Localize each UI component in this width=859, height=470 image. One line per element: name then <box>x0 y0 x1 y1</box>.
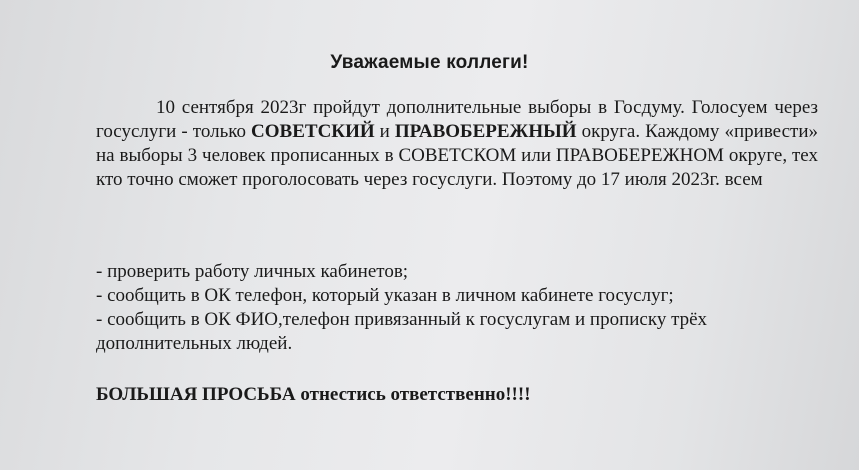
paragraph-text-1: 10 сентября 2023г пройдут дополнительные выборы в Госдуму. Голосуем через госуслуги - только <box>96 97 818 142</box>
district-sovetsky: СОВЕТСКИЙ <box>251 121 375 142</box>
closing-rest: отнестись ответственно!!!! <box>295 384 531 405</box>
closing-emphasis: БОЛЬШАЯ ПРОСЬБА <box>96 384 296 405</box>
district-pravoberezhny: ПРАВОБЕРЕЖНЫЙ <box>394 121 577 142</box>
closing-line <box>96 384 531 406</box>
list-item: - сообщить в ОК ФИО,телефон привязанный к госуслугам и прописку трёх дополнительных людей. <box>96 309 708 354</box>
notice-heading: Уважаемые коллеги! <box>330 52 529 73</box>
list-item: - сообщить в ОК телефон, который указан в личном кабинете госуслуг; <box>96 285 674 306</box>
task-list <box>96 260 818 356</box>
paragraph-text-2: и <box>374 121 395 142</box>
notice-paragraph <box>96 96 818 192</box>
paragraph-text-3: округа. Каждому «привести» на выборы 3 человек прописанных в СОВЕТСКОМ или ПРАВОБЕРЕЖНОМ округе, тех кто точно сможет проголосовать через госуслуги. Поэтому до 17 июля 2023г. всем <box>96 121 818 190</box>
list-item: - проверить работу личных кабинетов; <box>96 261 409 282</box>
